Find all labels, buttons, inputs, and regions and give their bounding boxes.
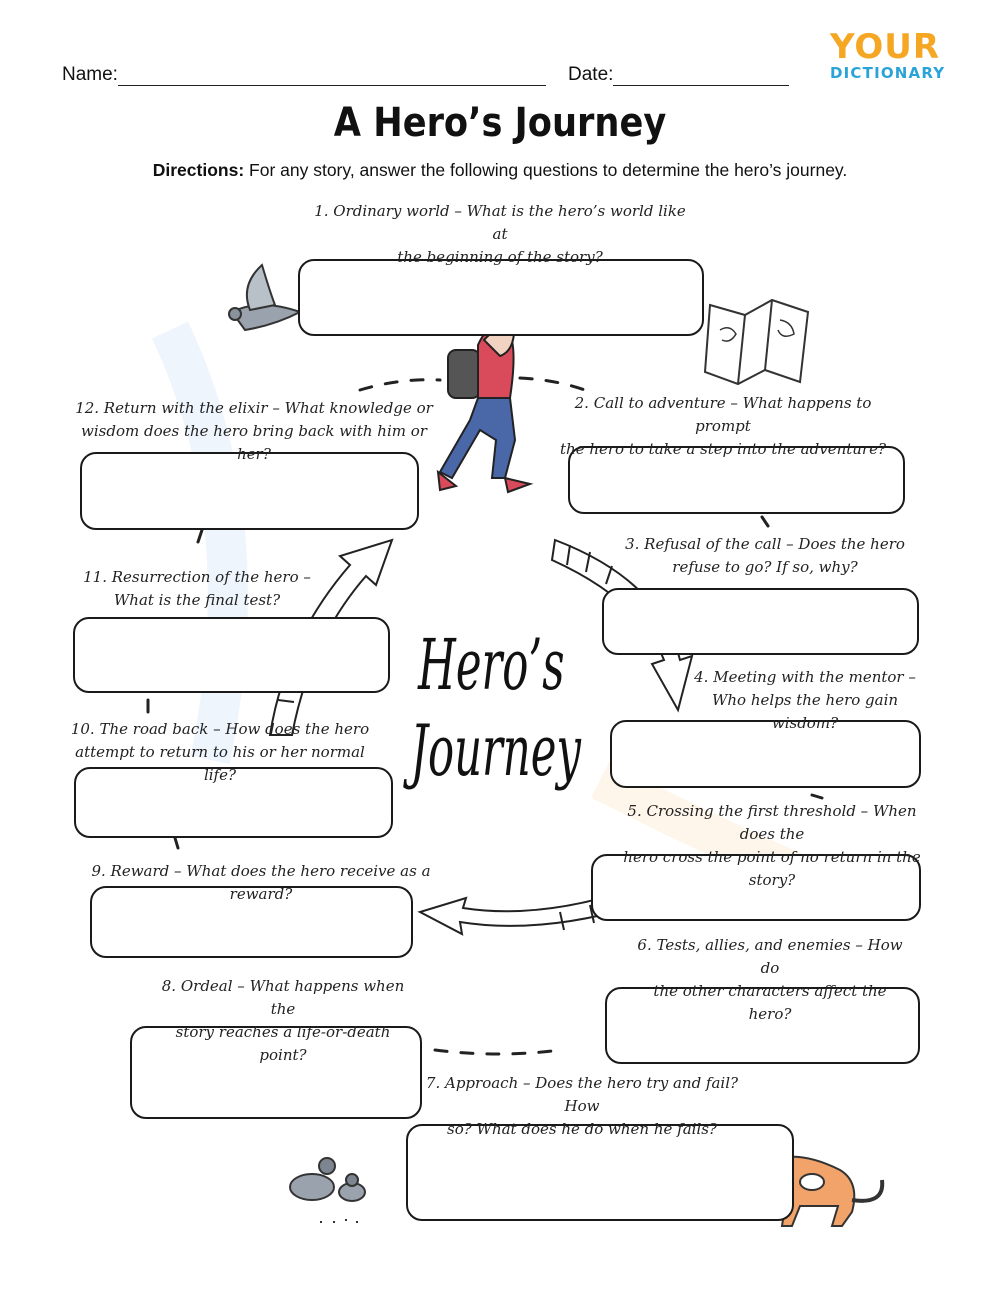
center-title [410,622,581,794]
directions-label: Directions: [152,160,245,180]
step-11-line1: 11. Resurrection of the hero – [83,568,311,586]
step-6-line1: 6. Tests, allies, and enemies – How do [637,936,903,977]
step-12-line2: wisdom does the hero bring back with him or her? [81,422,427,463]
date-label: Date: [568,64,614,85]
page-title: A Hero’s Journey [333,100,667,146]
step-11-prompt [80,566,314,612]
step-11-line2: What is the final test? [113,591,281,609]
answer-box-3[interactable] [602,588,919,655]
step-8-prompt [150,975,416,1067]
step-9-prompt [74,860,448,906]
step-12-prompt [74,397,434,466]
logo-dictionary: DICTIONARY [830,64,946,82]
step-6-line2: the other characters affect the hero? [653,982,887,1023]
step-1-line2: the beginning of the story? [397,248,603,266]
step-3-line1: 3. Refusal of the call – Does the hero [625,535,905,553]
step-5-prompt [612,800,932,892]
step-4-prompt [680,666,930,735]
step-3-prompt [622,533,908,579]
step-7-line2: so? What does he do when he fails? [447,1120,717,1138]
answer-box-1[interactable] [298,259,704,336]
logo-your: YOUR [830,27,941,67]
step-12-line1: 12. Return with the elixir – What knowledge or [75,399,433,417]
step-2-line2: the hero to take a step into the adventure? [560,440,887,458]
step-1-line1: 1. Ordinary world – What is the hero’s world like at [314,202,686,243]
center-line2: Journey [410,710,581,792]
step-8-line1: 8. Ordeal – What happens when the [161,977,405,1018]
map-icon [705,300,808,384]
step-9-line1: 9. Reward – What does the hero receive as a reward? [91,862,431,903]
pigeons-icon [290,1158,365,1222]
dove-icon [229,265,300,330]
answer-box-11[interactable] [73,617,390,693]
step-10-line2: attempt to return to his or her normal life? [75,743,365,784]
step-5-line1: 5. Crossing the first threshold – When does the [627,802,917,843]
hiker-icon [438,326,530,492]
step-3-line2: refuse to go? If so, why? [672,558,858,576]
step-6-prompt [630,934,910,1026]
directions-text: For any story, answer the following questions to determine the hero’s journey. [244,160,848,180]
step-2-prompt [560,392,886,461]
step-1-prompt [310,200,690,269]
name-label: Name: [62,64,118,85]
step-7-line1: 7. Approach – Does the hero try and fail? How [425,1074,739,1115]
step-4-line2: Who helps the hero gain wisdom? [711,691,899,732]
step-8-line2: story reaches a life-or-death point? [175,1023,391,1064]
step-10-prompt [70,718,370,787]
step-10-line1: 10. The road back – How does the hero [70,720,370,738]
step-4-line1: 4. Meeting with the mentor – [694,668,916,686]
step-5-line2: hero cross the point of no return in the story? [623,848,921,889]
center-line1: Hero’s [418,624,565,706]
step-2-line1: 2. Call to adventure – What happens to prompt [574,394,872,435]
step-7-prompt [414,1072,750,1141]
